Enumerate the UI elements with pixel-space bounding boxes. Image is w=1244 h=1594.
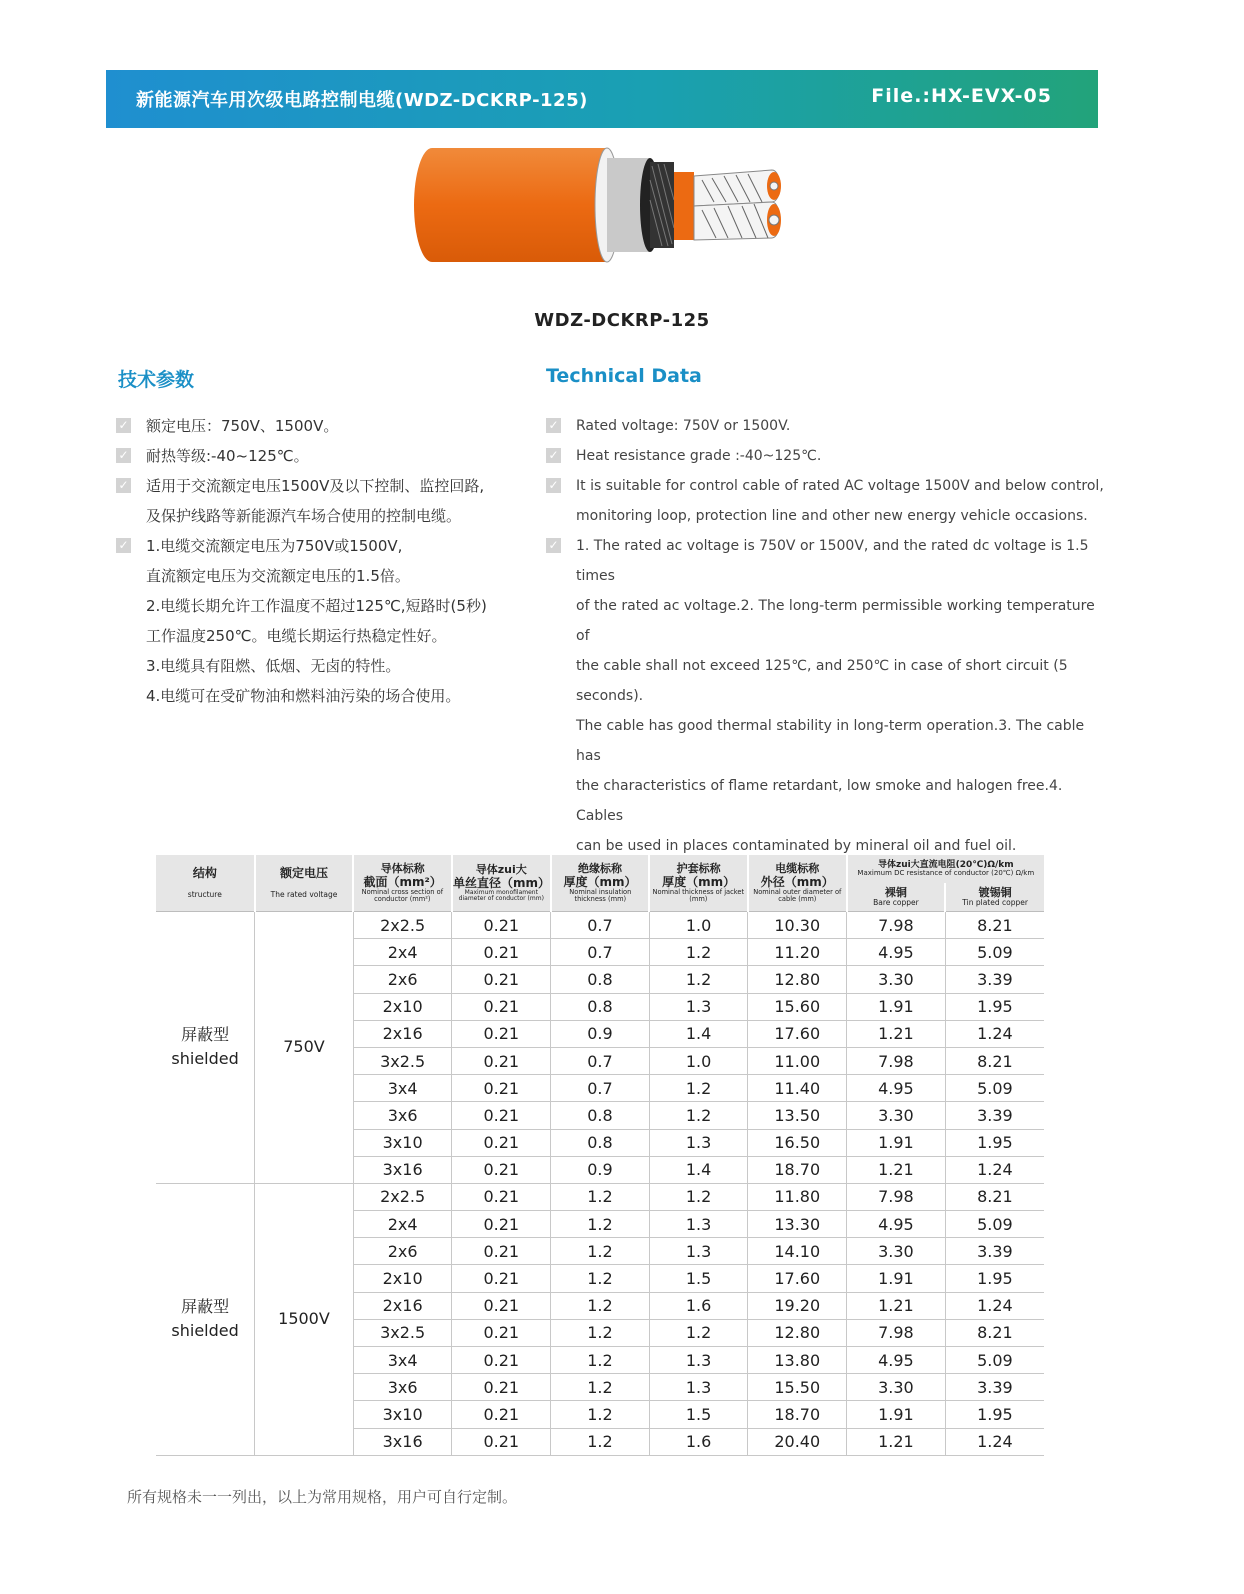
table-cell: 0.21 <box>452 1428 551 1455</box>
table-cell: 1.2 <box>551 1347 650 1374</box>
table-cell: 2x6 <box>353 1238 452 1265</box>
col-cross-section-header: 导体标称 截面（mm²） Nominal cross section of conductor (mm²) <box>353 855 452 912</box>
table-cell: 1.2 <box>551 1211 650 1238</box>
table-cell: 0.21 <box>452 1319 551 1346</box>
table-cell: 1.2 <box>551 1401 650 1428</box>
table-cell: 11.40 <box>748 1075 847 1102</box>
table-cell: 1.2 <box>649 939 748 966</box>
table-cell: 0.21 <box>452 1211 551 1238</box>
table-cell: 0.21 <box>452 1292 551 1319</box>
table-cell: 17.60 <box>748 1020 847 1047</box>
structure-cell <box>156 912 255 1184</box>
check-icon: ✓ <box>116 538 131 553</box>
table-cell: 0.21 <box>452 939 551 966</box>
col-resistance-header: 导体zui大直流电阻(20℃)Ω/km Maximum DC resistance of conductor (20℃) Ω/km <box>847 855 1044 883</box>
table-cell: 1.6 <box>649 1292 748 1319</box>
table-cell: 1.2 <box>551 1183 650 1210</box>
table-cell: 1.21 <box>847 1020 946 1047</box>
table-cell: 1.2 <box>649 1183 748 1210</box>
table-cell: 1.24 <box>945 1020 1044 1047</box>
table-cell: 0.7 <box>551 1047 650 1074</box>
table-cell: 12.80 <box>748 1319 847 1346</box>
en-spec-item: ✓ 1. The rated ac voltage is 750V or 1500V, and the rated dc voltage is 1.5 times of the rated ac voltage.2. The long-term permissible working temperature of the cable shall not exceed 125℃, and 250℃ in case of short circuit (5 seconds). The cable has good thermal stability in long-term operation.3. The cable has the characteristics of flame retardant, low smoke and halogen free.4. Cables can be used in places contaminated by mineral oil and fuel oil. <box>546 531 1106 861</box>
table-cell: 1.4 <box>649 1156 748 1183</box>
table-cell: 1.2 <box>649 1319 748 1346</box>
cn-spec-list <box>116 411 526 711</box>
en-spec-item: ✓ Heat resistance grade :-40~125℃. <box>546 441 1106 471</box>
table-cell: 0.21 <box>452 1020 551 1047</box>
table-cell: 1.21 <box>847 1292 946 1319</box>
table-cell: 1.0 <box>649 1047 748 1074</box>
table-cell: 0.21 <box>452 1047 551 1074</box>
table-cell: 15.50 <box>748 1374 847 1401</box>
table-cell: 1.95 <box>945 1401 1044 1428</box>
table-cell: 18.70 <box>748 1401 847 1428</box>
table-cell: 1.95 <box>945 993 1044 1020</box>
structure-cn: 屏蔽型 <box>181 1297 230 1317</box>
product-code: WDZ-DCKRP-125 <box>534 310 710 331</box>
table-cell: 1.2 <box>551 1428 650 1455</box>
table-cell: 0.9 <box>551 1156 650 1183</box>
table-header-row <box>156 855 1044 883</box>
table-cell: 0.21 <box>452 1102 551 1129</box>
table-cell: 1.3 <box>649 1238 748 1265</box>
col-insulation-header: 绝缘标称 厚度（mm） Nominal insulation thickness (mm) <box>551 855 650 912</box>
check-icon: ✓ <box>546 538 561 553</box>
header-bar <box>106 70 1098 128</box>
table-cell: 20.40 <box>748 1428 847 1455</box>
table-cell: 1.91 <box>847 1129 946 1156</box>
col-voltage-header: 额定电压 The rated voltage <box>255 855 354 912</box>
table-cell: 4.95 <box>847 1075 946 1102</box>
table-cell: 19.20 <box>748 1292 847 1319</box>
table-cell: 1.5 <box>649 1265 748 1292</box>
table-cell: 3x16 <box>353 1156 452 1183</box>
table-cell: 0.9 <box>551 1020 650 1047</box>
table-cell: 1.5 <box>649 1401 748 1428</box>
table-cell: 0.21 <box>452 1183 551 1210</box>
table-cell: 0.7 <box>551 939 650 966</box>
table-cell: 1.3 <box>649 1211 748 1238</box>
table-cell: 7.98 <box>847 1319 946 1346</box>
table-cell: 4.95 <box>847 1211 946 1238</box>
table-cell: 3.30 <box>847 1238 946 1265</box>
table-cell: 3.39 <box>945 1102 1044 1129</box>
table-cell: 1.2 <box>551 1292 650 1319</box>
table-row <box>156 1183 1044 1210</box>
cable-illustration <box>412 140 802 270</box>
table-cell: 5.09 <box>945 939 1044 966</box>
table-cell: 8.21 <box>945 912 1044 939</box>
table-cell: 0.21 <box>452 1401 551 1428</box>
table-cell: 0.21 <box>452 1238 551 1265</box>
structure-cn: 屏蔽型 <box>181 1025 230 1045</box>
table-cell: 1.91 <box>847 1401 946 1428</box>
table-cell: 11.00 <box>748 1047 847 1074</box>
table-cell: 3.39 <box>945 1238 1044 1265</box>
table-cell: 12.80 <box>748 966 847 993</box>
table-cell: 1.2 <box>551 1374 650 1401</box>
table-cell: 8.21 <box>945 1183 1044 1210</box>
table-cell: 17.60 <box>748 1265 847 1292</box>
table-cell: 2x4 <box>353 1211 452 1238</box>
table-cell: 3x4 <box>353 1075 452 1102</box>
table-cell: 1.2 <box>649 966 748 993</box>
table-cell: 0.8 <box>551 966 650 993</box>
table-cell: 0.8 <box>551 993 650 1020</box>
table-cell: 18.70 <box>748 1156 847 1183</box>
table-cell: 5.09 <box>945 1211 1044 1238</box>
table-cell: 3.30 <box>847 966 946 993</box>
cn-section-heading: 技术参数 <box>118 369 195 391</box>
table-cell: 3.39 <box>945 1374 1044 1401</box>
table-cell: 2x10 <box>353 1265 452 1292</box>
table-cell: 0.21 <box>452 993 551 1020</box>
table-cell: 0.21 <box>452 1156 551 1183</box>
table-cell: 1.95 <box>945 1265 1044 1292</box>
table-cell: 0.21 <box>452 1075 551 1102</box>
table-cell: 0.21 <box>452 1265 551 1292</box>
file-code: File.:HX-EVX-05 <box>871 85 1052 107</box>
table-cell: 2x2.5 <box>353 1183 452 1210</box>
table-cell: 3x2.5 <box>353 1319 452 1346</box>
table-cell: 5.09 <box>945 1347 1044 1374</box>
table-cell: 1.3 <box>649 1374 748 1401</box>
cn-spec-item: ✓ 额定电压：750V、1500V。 <box>116 411 526 441</box>
table-cell: 1.91 <box>847 993 946 1020</box>
table-row <box>156 912 1044 939</box>
cn-spec-item: ✓ 适用于交流额定电压1500V及以下控制、监控回路, 及保护线路等新能源汽车场合使用的控制电缆。 <box>116 471 526 531</box>
table-cell: 3x6 <box>353 1102 452 1129</box>
table-cell: 8.21 <box>945 1047 1044 1074</box>
table-cell: 13.50 <box>748 1102 847 1129</box>
col-bare-copper-header: 裸铜 Bare copper <box>847 883 946 912</box>
table-cell: 1.24 <box>945 1428 1044 1455</box>
table-cell: 3x10 <box>353 1129 452 1156</box>
table-cell: 1.4 <box>649 1020 748 1047</box>
table-cell: 1.3 <box>649 1129 748 1156</box>
table-cell: 1.91 <box>847 1265 946 1292</box>
table-cell: 3x16 <box>353 1428 452 1455</box>
table-cell: 1.6 <box>649 1428 748 1455</box>
en-spec-item: ✓ It is suitable for control cable of rated AC voltage 1500V and below control, monitoring loop, protection line and other new energy vehicle occasions. <box>546 471 1106 531</box>
col-structure-header: 结构 structure <box>156 855 255 912</box>
table-cell: 13.80 <box>748 1347 847 1374</box>
table-cell: 1.21 <box>847 1156 946 1183</box>
col-monofilament-header: 导体zui大 单丝直径（mm） Maximum monofilament diameter of conductor (mm) <box>452 855 551 912</box>
table-cell: 4.95 <box>847 939 946 966</box>
table-cell: 1.2 <box>551 1265 650 1292</box>
table-cell: 1.2 <box>551 1319 650 1346</box>
table-cell: 0.8 <box>551 1102 650 1129</box>
conductor-tip-1-shape <box>770 182 778 190</box>
table-cell: 1.2 <box>649 1102 748 1129</box>
check-icon: ✓ <box>116 418 131 433</box>
check-icon: ✓ <box>116 478 131 493</box>
core-insulation-shape <box>674 172 694 240</box>
table-cell: 4.95 <box>847 1347 946 1374</box>
outer-jacket-shape <box>414 148 607 262</box>
table-cell: 0.7 <box>551 912 650 939</box>
table-cell: 0.7 <box>551 1075 650 1102</box>
en-spec-item: ✓ Rated voltage: 750V or 1500V. <box>546 411 1106 441</box>
table-cell: 1.95 <box>945 1129 1044 1156</box>
table-cell: 1.24 <box>945 1156 1044 1183</box>
table-cell: 2x16 <box>353 1020 452 1047</box>
table-cell: 5.09 <box>945 1075 1044 1102</box>
table-cell: 7.98 <box>847 1183 946 1210</box>
check-icon: ✓ <box>546 478 561 493</box>
voltage-cell: 1500V <box>255 1183 354 1455</box>
table-cell: 13.30 <box>748 1211 847 1238</box>
structure-en: shielded <box>171 1321 239 1341</box>
table-cell: 2x16 <box>353 1292 452 1319</box>
cn-spec-item: ✓ 耐热等级:-40~125℃。 <box>116 441 526 471</box>
table-cell: 1.2 <box>649 1075 748 1102</box>
table-cell: 11.20 <box>748 939 847 966</box>
table-cell: 1.24 <box>945 1292 1044 1319</box>
table-cell: 0.8 <box>551 1129 650 1156</box>
table-cell: 1.2 <box>551 1238 650 1265</box>
table-cell: 3.30 <box>847 1374 946 1401</box>
table-cell: 7.98 <box>847 912 946 939</box>
table-cell: 1.21 <box>847 1428 946 1455</box>
table-cell: 7.98 <box>847 1047 946 1074</box>
structure-cell <box>156 1183 255 1455</box>
table-cell: 2x2.5 <box>353 912 452 939</box>
table-cell: 10.30 <box>748 912 847 939</box>
col-jacket-header: 护套标称 厚度（mm） Nominal thickness of jacket (mm) <box>649 855 748 912</box>
table-cell: 3x4 <box>353 1347 452 1374</box>
table-cell: 16.50 <box>748 1129 847 1156</box>
voltage-cell: 750V <box>255 912 354 1184</box>
table-cell: 3.30 <box>847 1102 946 1129</box>
table-cell: 1.3 <box>649 1347 748 1374</box>
table-cell: 3x10 <box>353 1401 452 1428</box>
en-spec-list <box>546 411 1106 861</box>
table-cell: 8.21 <box>945 1319 1044 1346</box>
col-tin-copper-header: 镀锡铜 Tin plated copper <box>945 883 1044 912</box>
check-icon: ✓ <box>546 448 561 463</box>
check-icon: ✓ <box>116 448 131 463</box>
table-cell: 0.21 <box>452 912 551 939</box>
spec-table <box>156 855 1044 1456</box>
table-cell: 0.21 <box>452 1129 551 1156</box>
table-cell: 0.21 <box>452 1374 551 1401</box>
table-cell: 2x10 <box>353 993 452 1020</box>
table-cell: 0.21 <box>452 966 551 993</box>
table-cell: 3x2.5 <box>353 1047 452 1074</box>
table-cell: 2x4 <box>353 939 452 966</box>
table-cell: 11.80 <box>748 1183 847 1210</box>
cn-spec-item: ✓ 1.电缆交流额定电压为750V或1500V, 直流额定电压为交流额定电压的1.5倍。 2.电缆长期允许工作温度不超过125℃,短路时(5秒) 工作温度250℃。电缆长期运行热稳定性好。 3.电缆具有阻燃、低烟、无卤的特性。 4.电缆可在受矿物油和燃料油污染的场合使用。 <box>116 531 526 711</box>
table-cell: 3.39 <box>945 966 1044 993</box>
table-cell: 3x6 <box>353 1374 452 1401</box>
table-cell: 0.21 <box>452 1347 551 1374</box>
table-cell: 1.3 <box>649 993 748 1020</box>
page-title: 新能源汽车用次级电路控制电缆(WDZ-DCKRP-125) <box>136 90 588 111</box>
table-cell: 2x6 <box>353 966 452 993</box>
footnote: 所有规格未一一列出，以上为常用规格，用户可自行定制。 <box>127 1488 518 1506</box>
col-outer-diameter-header: 电缆标称 外径（mm） Nominal outer diameter of cable (mm) <box>748 855 847 912</box>
table-cell: 15.60 <box>748 993 847 1020</box>
table-body <box>156 912 1044 1456</box>
table-cell: 14.10 <box>748 1238 847 1265</box>
structure-en: shielded <box>171 1049 239 1069</box>
en-section-heading: Technical Data <box>546 365 702 387</box>
table-cell: 1.0 <box>649 912 748 939</box>
check-icon: ✓ <box>546 418 561 433</box>
conductor-tip-2-shape <box>769 215 779 225</box>
